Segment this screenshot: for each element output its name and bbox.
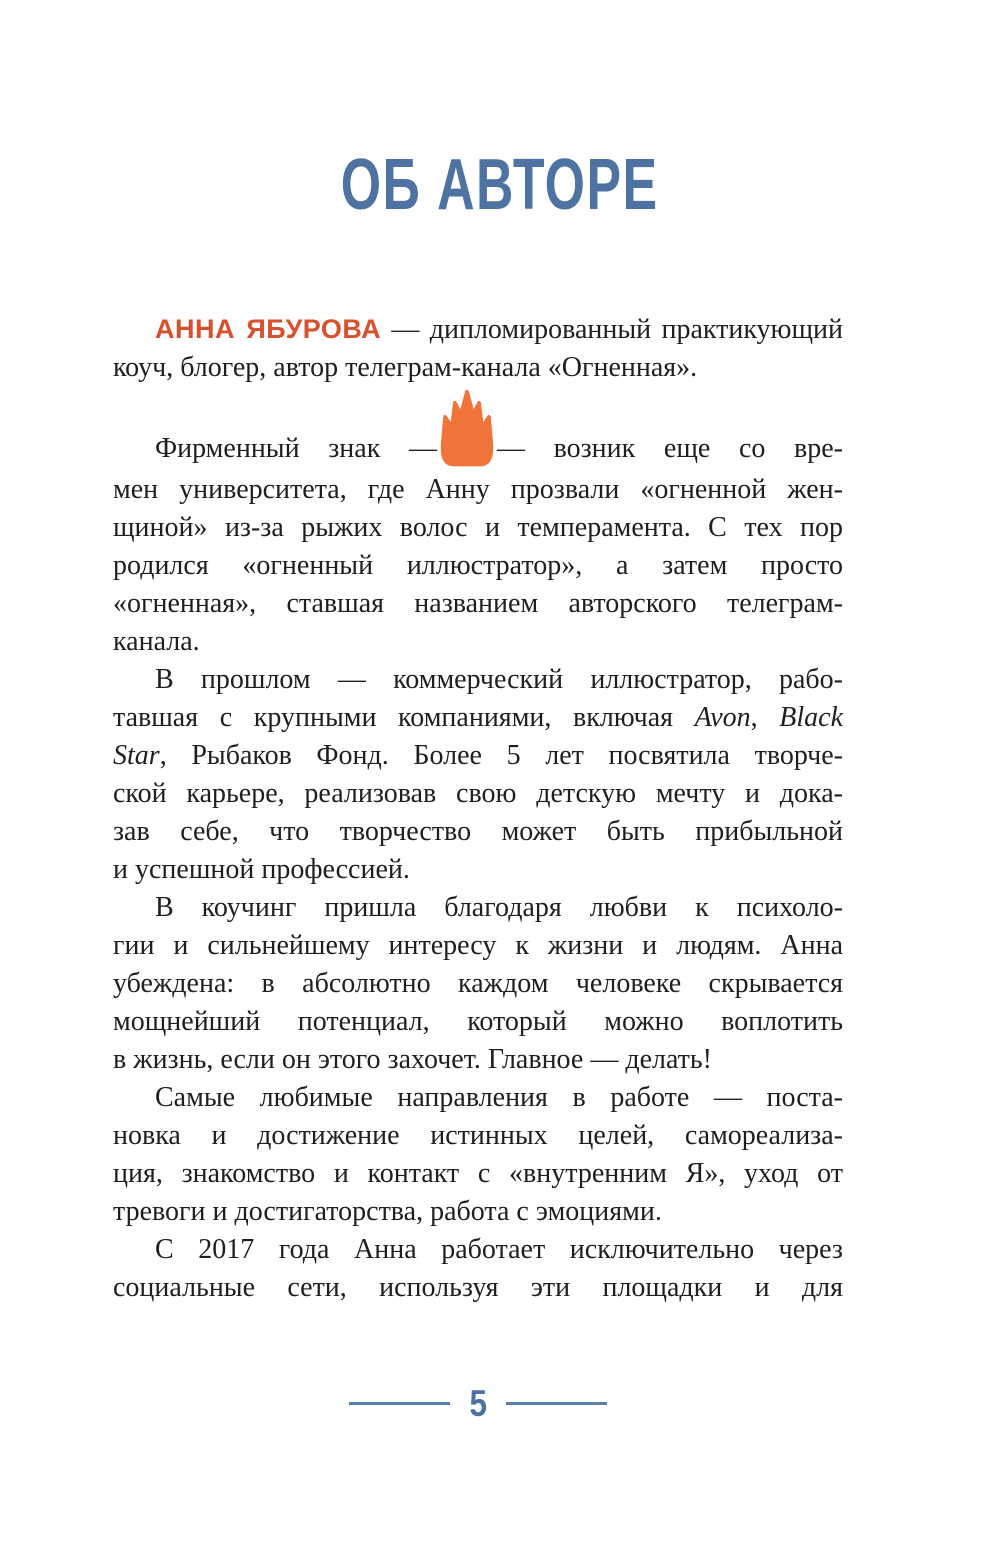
footer-rule-right <box>506 1402 607 1405</box>
text-span: и успешной профессией. <box>113 854 410 885</box>
text-line <box>113 1269 843 1307</box>
text-line <box>113 851 843 889</box>
text-line <box>113 927 843 965</box>
text-line <box>113 1193 843 1231</box>
text-line <box>113 623 843 661</box>
text-line <box>113 1117 843 1155</box>
text-span: «огненная», ставшая названием авторского телеграм- <box>113 588 843 619</box>
text-span: , Рыбаков Фонд. Более 5 лет посвятила творче- <box>159 740 843 771</box>
text-span: — дипломированный практикующий <box>381 314 843 345</box>
text-span: С 2017 года Анна работает исключительно через <box>155 1234 843 1265</box>
text-span: — возник еще со вре- <box>496 433 843 464</box>
text-line <box>113 387 843 471</box>
text-span: Avon <box>694 702 751 733</box>
text-line <box>113 1003 843 1041</box>
text-line <box>113 585 843 623</box>
text-line <box>113 349 843 387</box>
text-span: гии и сильнейшему интересу к жизни и людям. Анна <box>113 930 843 961</box>
text-line <box>113 310 843 349</box>
page-number: 5 <box>469 1382 487 1424</box>
author-name: АННА ЯБУРОВА <box>155 314 382 344</box>
text-line <box>113 965 843 1003</box>
page-heading <box>0 0 1000 225</box>
text-span: ция, знакомство и контакт с «внутренним Я», уход от <box>113 1158 843 1189</box>
text-span: щиной» из-за рыжих волос и темперамента. С тех пор <box>113 512 843 543</box>
footer-rule-left <box>349 1402 450 1405</box>
text-span: В коучинг пришла благодаря любви к психоло- <box>155 892 843 923</box>
paragraph <box>113 1079 843 1231</box>
text-line <box>113 509 843 547</box>
page-footer <box>113 1383 843 1423</box>
paragraph <box>113 1231 843 1307</box>
text-span: Star <box>113 740 160 771</box>
text-line <box>113 1041 843 1079</box>
text-line <box>113 1231 843 1269</box>
paragraph <box>113 889 843 1079</box>
text-span: , <box>750 702 780 733</box>
paragraph <box>113 310 843 387</box>
text-span: в жизнь, если он этого захочет. Главное — делать! <box>113 1044 713 1075</box>
text-span: тавшая с крупными компаниями, включая <box>113 702 695 733</box>
text-line <box>113 471 843 509</box>
text-span: убеждена: в абсолютно каждом человеке скрывается <box>113 968 843 999</box>
page-title: ОБ АВТОРЕ <box>341 145 659 225</box>
text-line <box>113 547 843 585</box>
text-line <box>113 1079 843 1117</box>
text-span: В прошлом — коммерческий иллюстратор, рабо- <box>155 664 843 695</box>
text-span: Фирменный знак — <box>155 433 437 464</box>
text-span: родился «огненный иллюстратор», а затем просто <box>113 550 843 581</box>
text-line <box>113 889 843 927</box>
text-span: Black <box>779 702 844 733</box>
text-span: тревоги и достигаторства, работа с эмоциями. <box>113 1196 662 1227</box>
paragraph <box>113 661 843 889</box>
text-span: новка и достижение истинных целей, самореализа- <box>113 1120 843 1151</box>
text-line <box>113 699 843 737</box>
text-span: коуч, блогер, автор телеграм-канала «Огненная». <box>113 352 698 383</box>
text-span: Самые любимые направления в работе — поста- <box>155 1082 843 1113</box>
flame-icon <box>439 387 495 471</box>
paragraph <box>113 387 843 661</box>
text-line <box>113 661 843 699</box>
text-line <box>113 737 843 775</box>
page-body <box>113 310 843 1307</box>
text-span: зав себе, что творчество может быть прибыльной <box>113 816 843 847</box>
text-span: мен университета, где Анну прозвали «огненной жен- <box>113 474 843 505</box>
text-line <box>113 775 843 813</box>
text-line <box>113 1155 843 1193</box>
text-span: мощнейший потенциал, который можно воплотить <box>113 1006 843 1037</box>
text-line <box>113 813 843 851</box>
text-span: канала. <box>113 626 200 657</box>
text-span: социальные сети, используя эти площадки и для <box>113 1272 843 1303</box>
text-span: ской карьере, реализовав свою детскую мечту и дока- <box>113 778 843 809</box>
